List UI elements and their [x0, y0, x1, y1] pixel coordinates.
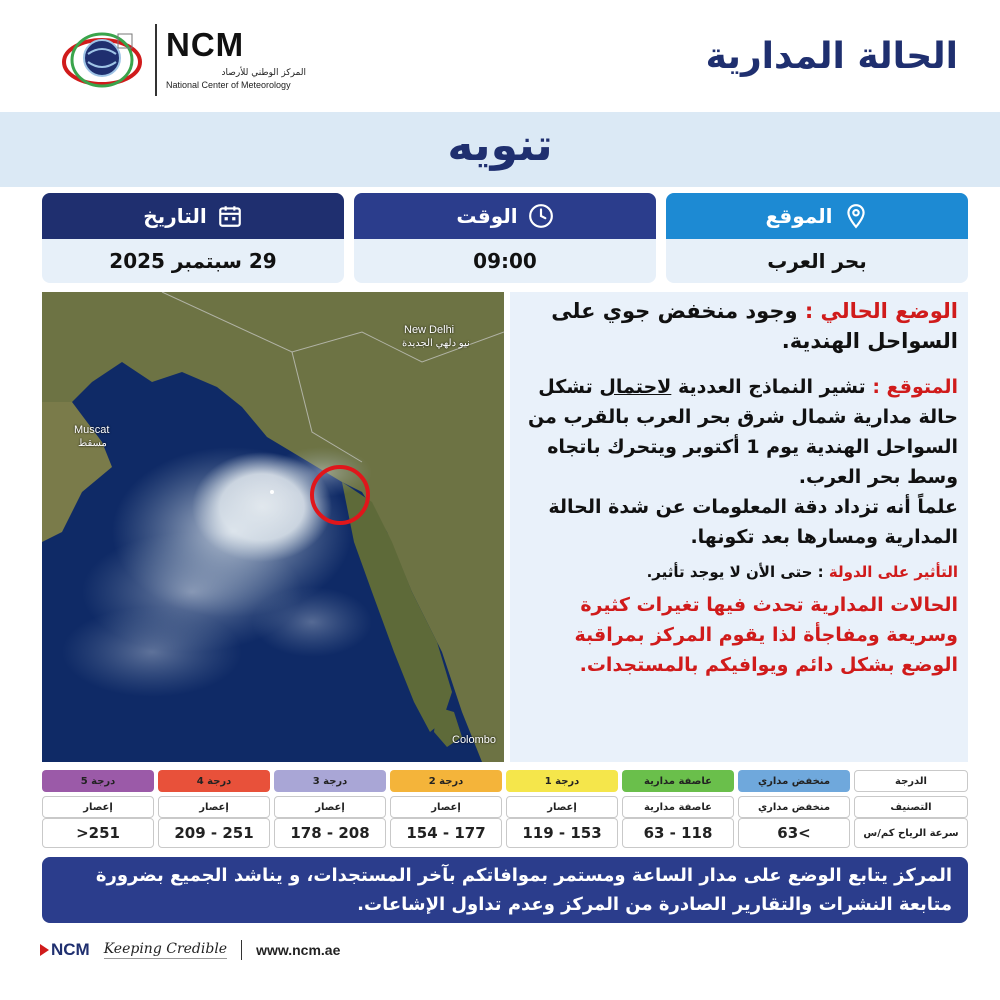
speed-cell: 153 - 119	[506, 818, 618, 848]
expected-status	[520, 372, 958, 492]
time-value: 09:00	[473, 249, 537, 273]
expected-status-text: تشكل حالة مدارية شمال شرق بحر العرب بالقرب من السواحل الهندية يوم 1 أكتوبر ويتحرك باتجاه وسط بحر العرب.	[528, 376, 958, 488]
header	[0, 0, 1000, 112]
expected-status-pre: تشير النماذج العددية	[671, 376, 873, 398]
speed-cell: >63	[738, 818, 850, 848]
current-status-text: وجود منخفض جوي على السواحل الهندية.	[551, 299, 958, 353]
speed-cell: 177 - 154	[390, 818, 502, 848]
time-label: الوقت	[456, 204, 518, 228]
scale-row-speed	[42, 818, 968, 848]
expected-status-emphasis: لاحتمال	[599, 376, 672, 398]
logo-english-name: National Center of Meteorology	[166, 80, 291, 90]
location-pin-icon	[843, 203, 869, 229]
grade-cell: عاصفة مدارية	[622, 770, 734, 792]
location-card-header	[666, 193, 968, 239]
expected-status-label: المتوقع :	[872, 376, 958, 398]
class-cell: إعصار	[390, 796, 502, 818]
date-card	[42, 193, 344, 283]
warning-text: الحالات المدارية تحدث فيها تغيرات كثيرة وسريعة ومفاجأة لذا يقوم المركز بمراقبة الوضع بشكل دائم ويوافيكم بالمستجدات.	[574, 594, 958, 676]
logo-arabic-name: المركز الوطني للأرصاد	[221, 68, 306, 78]
brand-separator	[241, 940, 242, 960]
date-value: 29 سبتمبر 2025	[109, 249, 277, 273]
scale-row-grade	[42, 770, 968, 792]
map-label-colombo-en: Colombo	[452, 734, 497, 746]
impact-label: التأثير على الدولة	[828, 563, 958, 581]
cyclone-scale-table	[42, 770, 968, 850]
logo-acronym: NCM	[166, 26, 245, 63]
logo-divider	[155, 24, 157, 96]
map-label-new-delhi-ar: نيو دلهي الجديدة	[402, 338, 470, 349]
accuracy-note: علماً أنه تزداد دقة المعلومات عن شدة الحالة المدارية ومسارها بعد تكونها.	[548, 496, 958, 548]
grade-cell: درجة 2	[390, 770, 502, 792]
grade-cell: منخفض مداري	[738, 770, 850, 792]
status-panel	[510, 292, 968, 762]
website-link[interactable]: www.ncm.ae	[256, 942, 341, 958]
location-label: الموقع	[765, 204, 833, 228]
clock-icon	[528, 203, 554, 229]
speed-cell: 251<	[42, 818, 154, 848]
satellite-map[interactable]	[42, 292, 504, 762]
class-cell: إعصار	[274, 796, 386, 818]
notice-banner	[0, 112, 1000, 187]
map-label-muscat-en: Muscat	[74, 424, 110, 436]
speed-cell: 251 - 209	[158, 818, 270, 848]
globe-logo-icon	[58, 28, 144, 92]
location-value: بحر العرب	[767, 249, 867, 273]
row-label-speed: سرعة الرياح كم/س	[854, 818, 968, 848]
grade-cell: درجة 5	[42, 770, 154, 792]
time-card	[354, 193, 656, 283]
brand-name: NCM	[51, 940, 90, 959]
satellite-image	[42, 292, 504, 762]
class-cell: منخفض مداري	[738, 796, 850, 818]
current-status-label: الوضع الحالي :	[804, 299, 958, 323]
grade-cell: درجة 1	[506, 770, 618, 792]
scale-row-class	[42, 796, 968, 818]
speed-cell: 118 - 63	[622, 818, 734, 848]
brand-tagline: Keeping Credible	[103, 941, 228, 957]
current-status	[520, 296, 958, 356]
map-label-muscat-ar: مسقط	[78, 438, 107, 449]
speed-cell: 208 - 178	[274, 818, 386, 848]
date-card-header	[42, 193, 344, 239]
class-cell: إعصار	[158, 796, 270, 818]
map-label-new-delhi-en: New Delhi	[404, 324, 455, 336]
class-cell: عاصفة مدارية	[622, 796, 734, 818]
time-card-header	[354, 193, 656, 239]
banner-title: تنويه	[447, 120, 553, 171]
grade-cell: درجة 3	[274, 770, 386, 792]
impact-line	[520, 560, 958, 584]
calendar-icon	[217, 203, 243, 229]
footer-advisory-text: المركز يتابع الوضع على مدار الساعة ومستمر بموافاتكم بآخر المستجدات، و يناشد الجميع بضرورة متابعة النشرات والتقارير الصادرة من المركز وعدم تداول الإشاعات.	[95, 865, 952, 915]
grade-cell: درجة 4	[158, 770, 270, 792]
row-label-grade: الدرجة	[854, 770, 968, 792]
row-label-class: التصنيف	[854, 796, 968, 818]
ncm-logo[interactable]	[52, 24, 312, 96]
date-label: التاريخ	[143, 204, 207, 228]
brand-bar	[40, 938, 340, 962]
location-card	[666, 193, 968, 283]
page-title: الحالة المدارية	[705, 36, 958, 77]
footer-advisory	[42, 857, 968, 923]
class-cell: إعصار	[42, 796, 154, 818]
class-cell: إعصار	[506, 796, 618, 818]
brand-arrow-icon	[40, 944, 49, 956]
impact-text: : حتى الأن لا يوجد تأثير.	[646, 563, 829, 581]
